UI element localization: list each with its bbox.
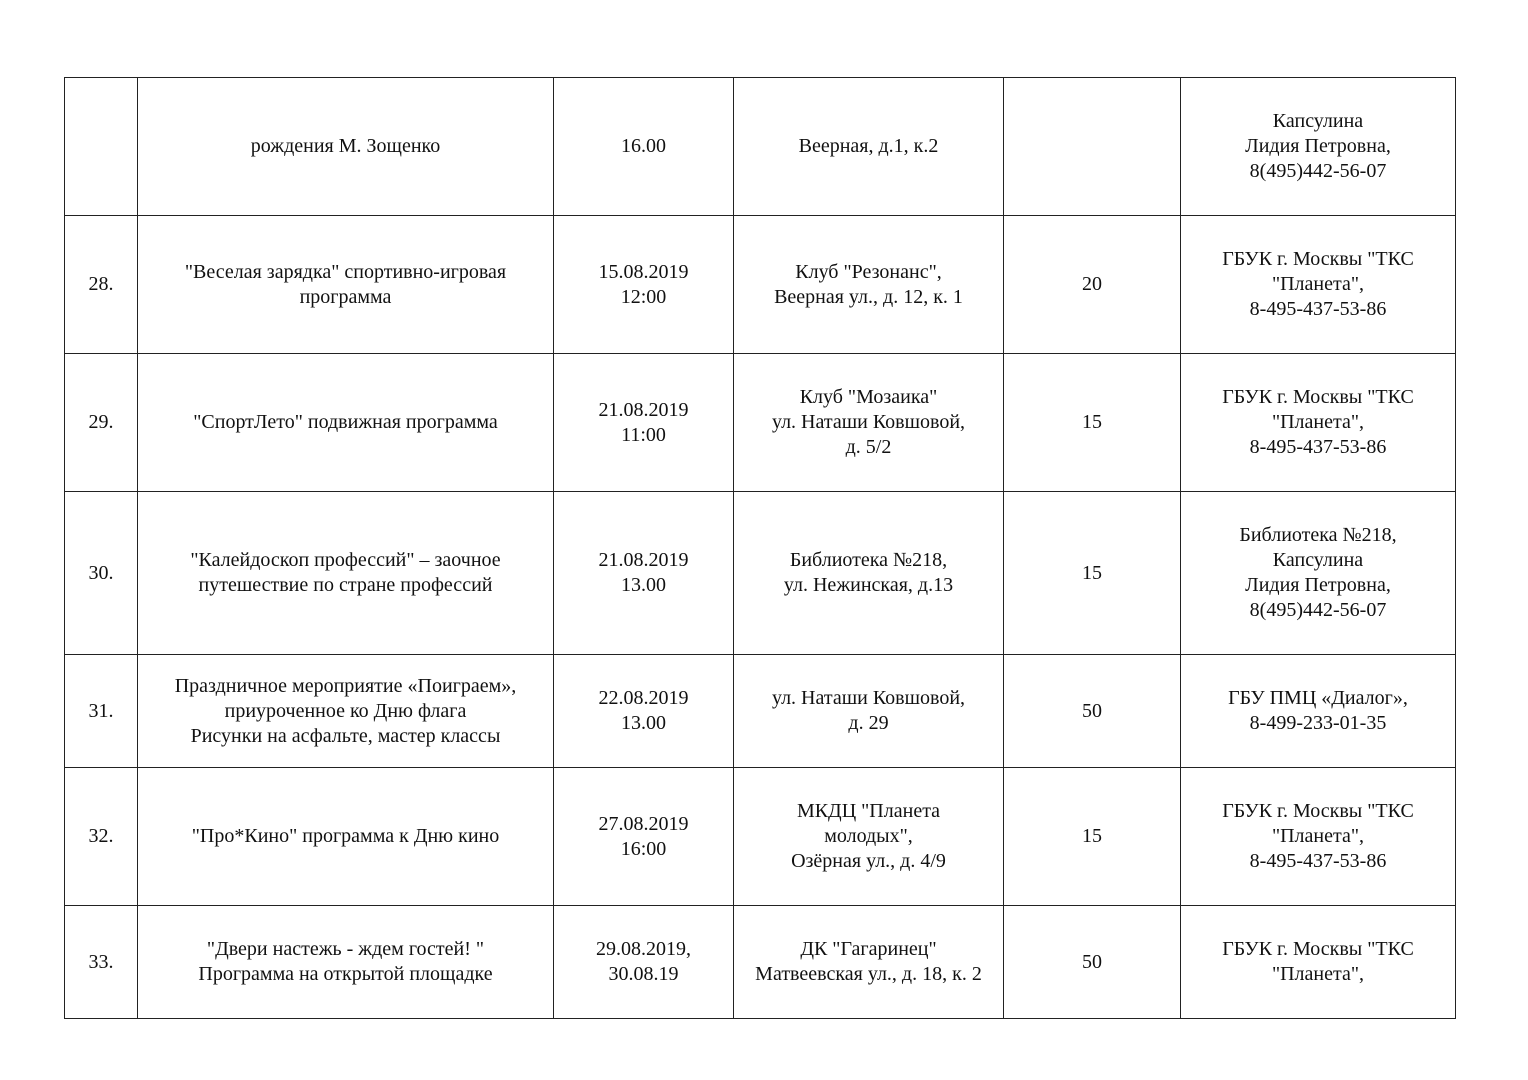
- event-place-line: ул. Наташи Ковшовой,: [771, 411, 966, 433]
- event-date-cell: [554, 655, 734, 768]
- organizer-cell: [1181, 768, 1456, 906]
- organizer-line: 8-495-437-53-86: [1249, 436, 1387, 458]
- event-date-line: 16.00: [621, 135, 666, 157]
- event-name-line: Рисунки на асфальте, мастер классы: [190, 724, 501, 747]
- event-date-cell: [554, 78, 734, 216]
- table-row: [65, 492, 1456, 655]
- event-date-cell: [554, 492, 734, 655]
- event-date-line: 13.00: [621, 574, 666, 596]
- event-name-cell: [138, 216, 554, 354]
- participants-count-cell: [1004, 78, 1181, 216]
- event-name-cell: [138, 768, 554, 906]
- table-row: [65, 768, 1456, 906]
- event-place-line: ул. Наташи Ковшовой,: [771, 687, 966, 709]
- event-date-line: 13.00: [621, 712, 666, 734]
- event-name-cell: [138, 906, 554, 1019]
- table-row: [65, 906, 1456, 1019]
- row-number-cell: 31.: [65, 655, 138, 768]
- table-row: [65, 78, 1456, 216]
- participants-count-cell: 15: [1004, 768, 1181, 906]
- event-place-line: Озёрная ул., д. 4/9: [791, 850, 946, 872]
- event-place-cell: [734, 906, 1004, 1019]
- event-date-line: 11:00: [621, 423, 666, 446]
- event-place-line: Библиотека №218,: [789, 549, 948, 571]
- event-place-line: Клуб "Мозаика": [799, 386, 938, 408]
- organizer-line: ГБУК г. Москвы "ТКС: [1222, 938, 1414, 960]
- event-name-line: "Про*Кино" программа к Дню кино: [191, 825, 500, 847]
- event-name-cell: [138, 492, 554, 655]
- event-place-line: Клуб "Резонанс",: [795, 260, 942, 283]
- organizer-line: 8-495-437-53-86: [1249, 850, 1387, 872]
- event-place-line: д. 29: [848, 712, 889, 734]
- organizer-line: Лидия Петровна,: [1245, 135, 1391, 157]
- organizer-line: 8(495)442-56-07: [1249, 160, 1387, 182]
- organizer-line: Лидия Петровна,: [1245, 574, 1391, 596]
- event-date-line: 15.08.2019: [598, 260, 689, 283]
- event-place-line: Веерная ул., д. 12, к. 1: [774, 285, 963, 308]
- event-name-cell: [138, 655, 554, 768]
- organizer-line: ГБУК г. Москвы "ТКС: [1222, 386, 1414, 408]
- event-date-line: 29.08.2019,: [596, 938, 691, 960]
- event-place-cell: [734, 492, 1004, 655]
- event-place-cell: [734, 354, 1004, 492]
- events-table-body: [65, 78, 1456, 1019]
- event-place-cell: [734, 78, 1004, 216]
- event-name-line: Программа на открытой площадке: [198, 963, 493, 985]
- event-date-line: 27.08.2019: [598, 812, 689, 835]
- organizer-line: "Планета",: [1271, 411, 1365, 433]
- event-place-line: МКДЦ "Планета: [796, 800, 941, 822]
- organizer-line: ГБУК г. Москвы "ТКС: [1222, 248, 1414, 270]
- event-date-line: 21.08.2019: [598, 549, 689, 571]
- participants-count-cell: 20: [1004, 216, 1181, 354]
- event-date-line: 22.08.2019: [598, 687, 689, 709]
- participants-count-cell: 15: [1004, 492, 1181, 655]
- event-place-cell: [734, 655, 1004, 768]
- event-name-cell: [138, 354, 554, 492]
- event-name-line: путешествие по стране профессий: [198, 574, 493, 596]
- event-name-line: "Калейдоскоп профессий" – заочное: [190, 549, 501, 571]
- organizer-line: ГБУК г. Москвы "ТКС: [1222, 800, 1414, 822]
- organizer-line: ГБУ ПМЦ «Диалог»,: [1228, 687, 1408, 709]
- organizer-cell: [1181, 492, 1456, 655]
- event-name-cell: [138, 78, 554, 216]
- event-place-cell: [734, 216, 1004, 354]
- event-name-line: Праздничное мероприятие «Поиграем»,: [174, 674, 517, 697]
- event-name-line: "Веселая зарядка" спортивно-игровая: [184, 260, 507, 283]
- participants-count-cell: 50: [1004, 906, 1181, 1019]
- event-place-line: молодых",: [824, 825, 913, 847]
- event-name-line: приуроченное ко Дню флага: [224, 699, 467, 722]
- organizer-line: Капсулина: [1272, 110, 1364, 132]
- event-place-line: ДК "Гагаринец": [800, 938, 937, 960]
- table-row: [65, 354, 1456, 492]
- event-date-cell: [554, 906, 734, 1019]
- event-place-line: ул. Нежинская, д.13: [783, 574, 954, 596]
- event-place-line: Веерная, д.1, к.2: [798, 135, 939, 157]
- participants-count-cell: 15: [1004, 354, 1181, 492]
- event-name-line: "Двери настежь - ждем гостей! ": [206, 938, 485, 960]
- row-number-cell: 32.: [65, 768, 138, 906]
- event-date-line: 16:00: [620, 837, 667, 860]
- event-date-cell: [554, 768, 734, 906]
- organizer-cell: [1181, 354, 1456, 492]
- organizer-line: "Планета",: [1271, 273, 1365, 295]
- event-name-line: "СпортЛето" подвижная программа: [193, 411, 498, 433]
- organizer-cell: [1181, 216, 1456, 354]
- row-number-cell: 28.: [65, 216, 138, 354]
- event-date-line: 12:00: [620, 285, 667, 308]
- organizer-line: "Планета",: [1271, 963, 1365, 985]
- event-name-line: программа: [299, 285, 392, 308]
- event-date-line: 21.08.2019: [598, 398, 689, 421]
- organizer-line: 8-495-437-53-86: [1249, 298, 1387, 320]
- organizer-line: Библиотека №218,: [1239, 524, 1397, 546]
- row-number-cell: [65, 78, 138, 216]
- event-place-line: д. 5/2: [845, 436, 892, 458]
- organizer-line: "Планета",: [1271, 825, 1365, 847]
- organizer-line: 8-499-233-01-35: [1249, 712, 1387, 734]
- row-number-cell: 30.: [65, 492, 138, 655]
- organizer-line: 8(495)442-56-07: [1249, 599, 1387, 621]
- table-row: [65, 655, 1456, 768]
- organizer-cell: [1181, 78, 1456, 216]
- event-place-line: Матвеевская ул., д. 18, к. 2: [755, 963, 982, 985]
- organizer-line: Капсулина: [1272, 549, 1364, 571]
- row-number-cell: 33.: [65, 906, 138, 1019]
- events-table: [64, 77, 1456, 1019]
- row-number-cell: 29.: [65, 354, 138, 492]
- table-row: [65, 216, 1456, 354]
- event-date-line: 30.08.19: [608, 963, 679, 985]
- event-place-cell: [734, 768, 1004, 906]
- event-name-line: рождения М. Зощенко: [250, 135, 441, 157]
- event-date-cell: [554, 354, 734, 492]
- participants-count-cell: 50: [1004, 655, 1181, 768]
- organizer-cell: [1181, 655, 1456, 768]
- event-date-cell: [554, 216, 734, 354]
- organizer-cell: [1181, 906, 1456, 1019]
